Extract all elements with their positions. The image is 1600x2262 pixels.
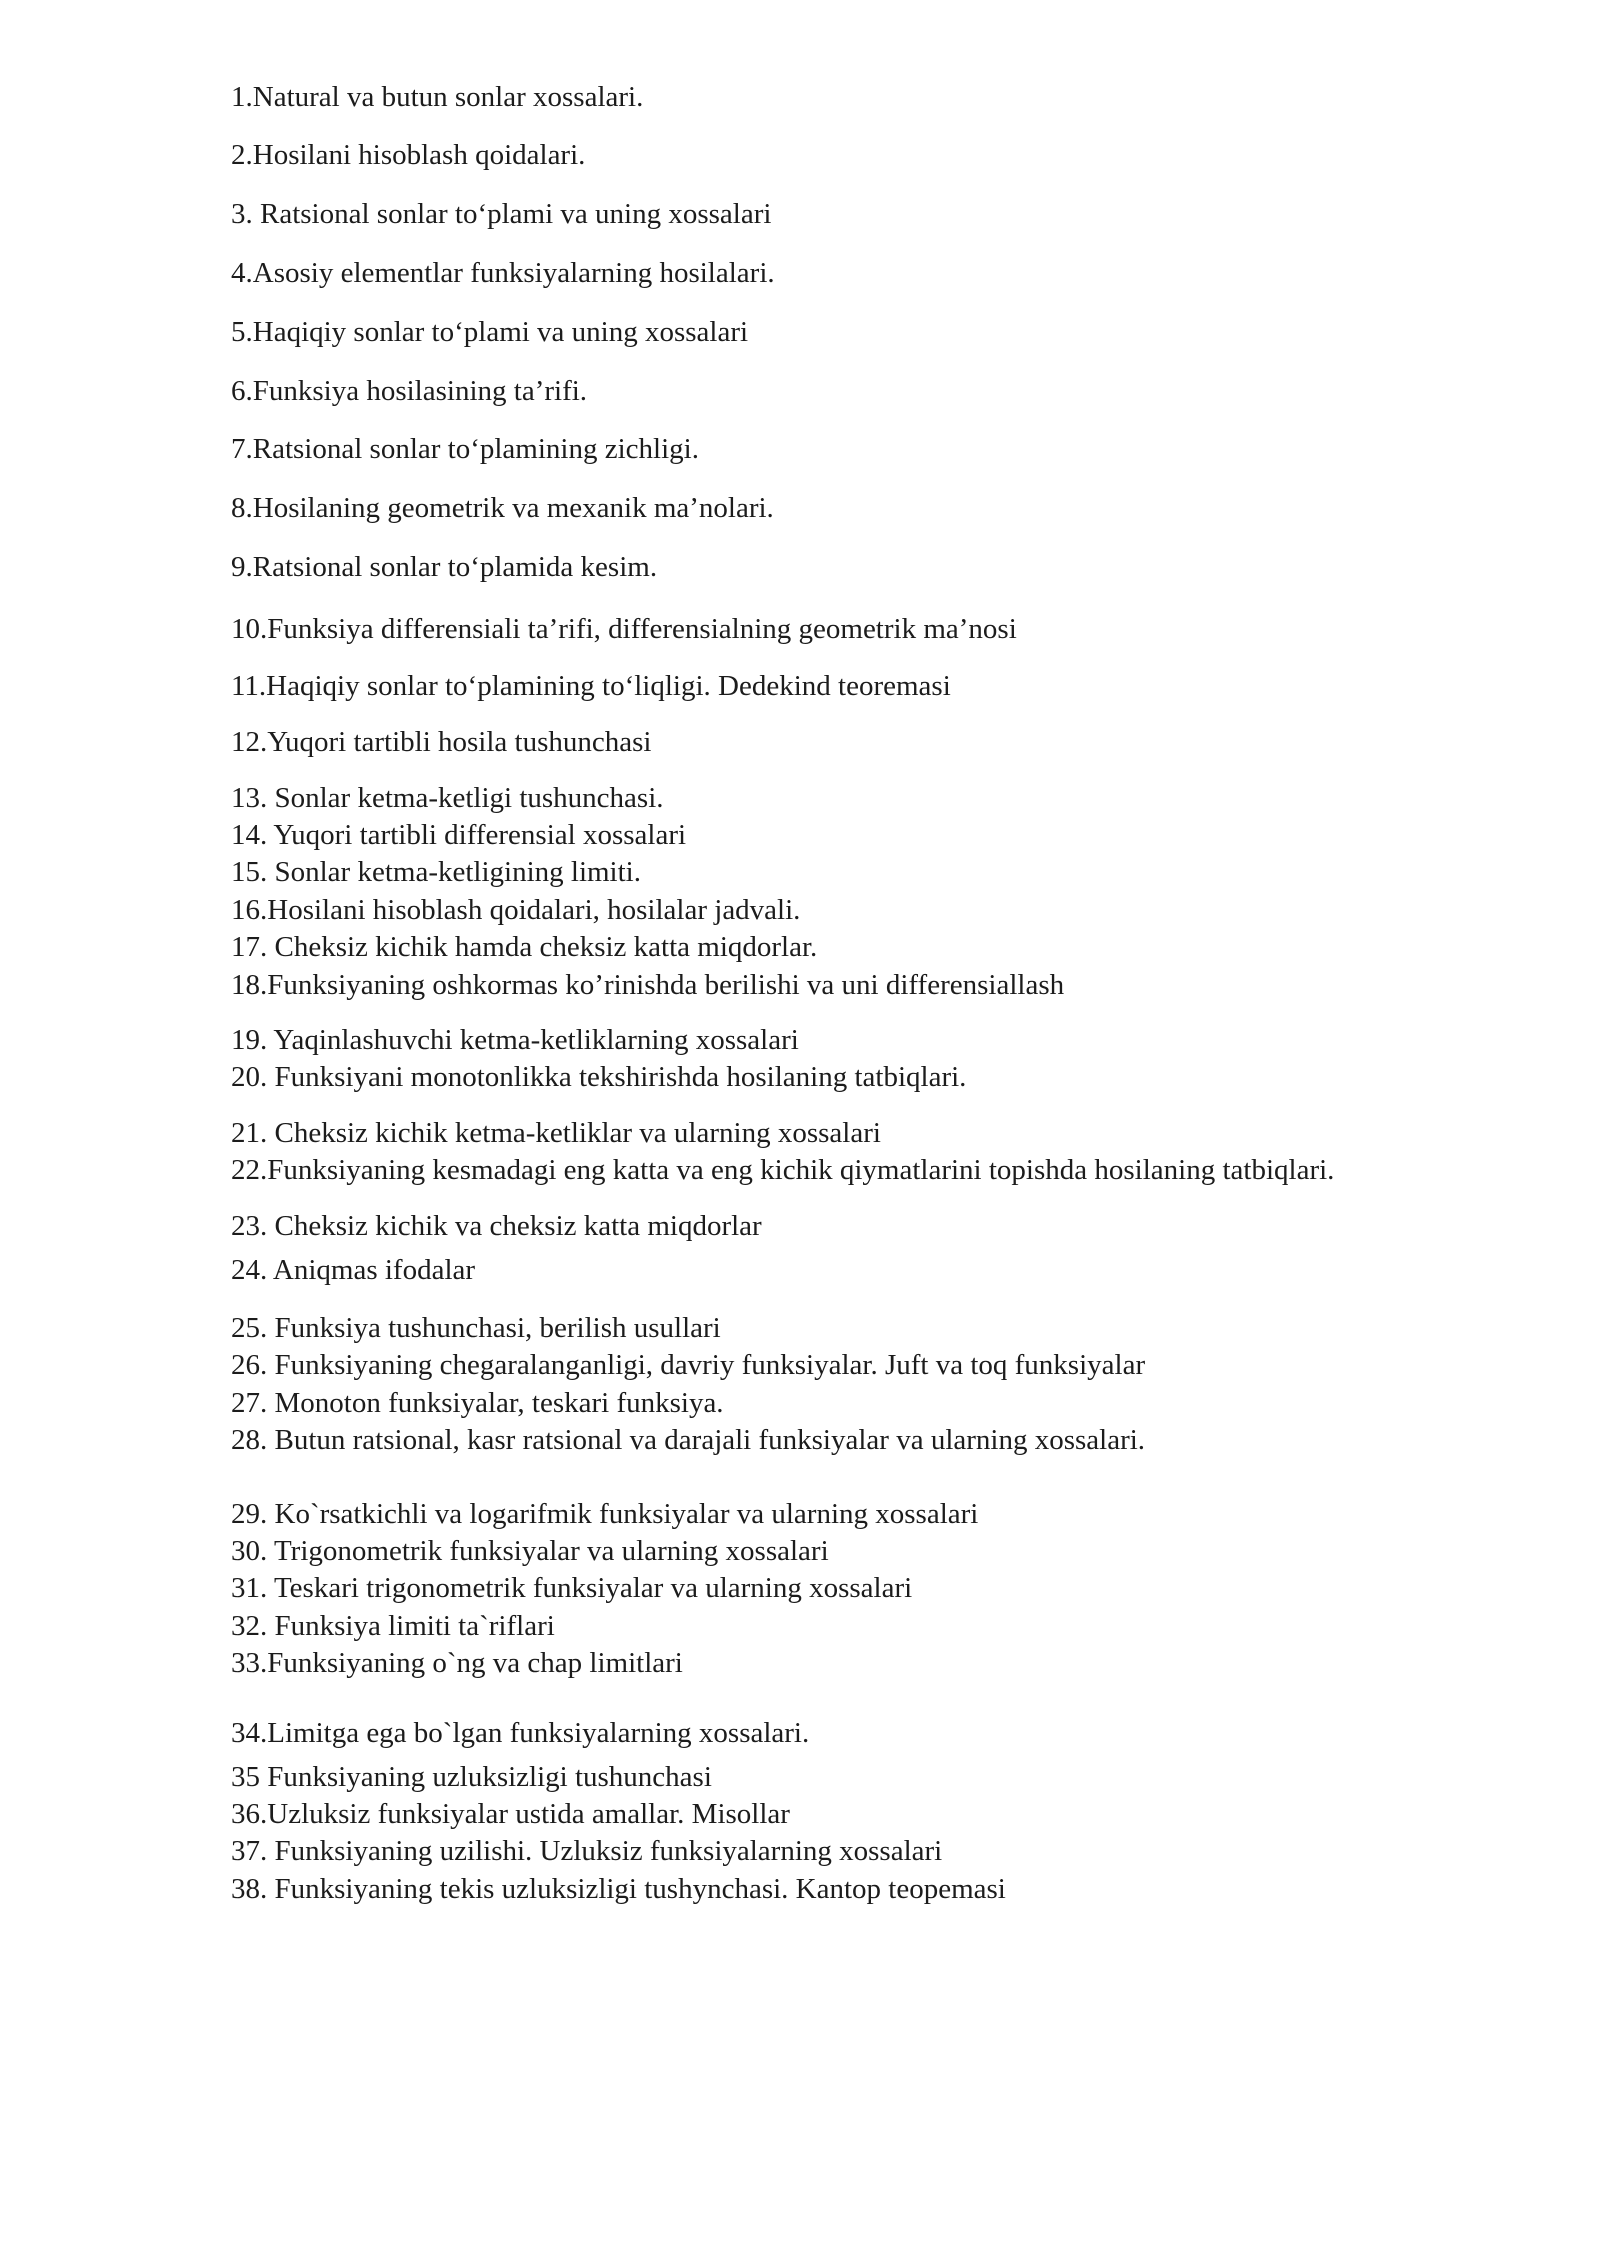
list-item: 8.Hosilaning geometrik va mexanik ma’nolari. bbox=[231, 492, 774, 524]
list-item: 9.Ratsional sonlar to‘plamida kesim. bbox=[231, 551, 658, 583]
list-item: 16.Hosilani hisoblash qoidalari, hosilalar jadvali. bbox=[231, 894, 801, 926]
list-item: 7.Ratsional sonlar to‘plamining zichligi. bbox=[231, 433, 699, 465]
list-item: 28. Butun ratsional, kasr ratsional va darajali funksiyalar va ularning xossalari. bbox=[231, 1424, 1146, 1456]
list-item: 2.Hosilani hisoblash qoidalari. bbox=[231, 139, 586, 171]
list-item: 24. Aniqmas ifodalar bbox=[231, 1254, 476, 1286]
list-item: 34.Limitga ega bo`lgan funksiyalarning xossalari. bbox=[231, 1717, 810, 1749]
list-item: 35 Funksiyaning uzluksizligi tushunchasi bbox=[231, 1761, 712, 1793]
list-item: 26. Funksiyaning chegaralanganligi, davriy funksiyalar. Juft va toq funksiyalar bbox=[231, 1349, 1146, 1381]
list-item: 29. Ko`rsatkichli va logarifmik funksiyalar va ularning xossalari bbox=[231, 1498, 979, 1530]
list-item: 22.Funksiyaning kesmadagi eng katta va eng kichik qiymatlarini topishda hosilaning tatbiqlari. bbox=[231, 1154, 1335, 1186]
list-item: 31. Teskari trigonometrik funksiyalar va ularning xossalari bbox=[231, 1572, 913, 1604]
list-item: 36.Uzluksiz funksiyalar ustida amallar. Misollar bbox=[231, 1798, 790, 1830]
list-item: 20. Funksiyani monotonlikka tekshirishda hosilaning tatbiqlari. bbox=[231, 1061, 967, 1093]
list-item: 13. Sonlar ketma-ketligi tushunchasi. bbox=[231, 782, 664, 814]
list-item: 4.Asosiy elementlar funksiyalarning hosilalari. bbox=[231, 257, 775, 289]
list-item: 12.Yuqori tartibli hosila tushunchasi bbox=[231, 726, 652, 758]
list-item: 33.Funksiyaning o`ng va chap limitlari bbox=[231, 1647, 683, 1679]
list-item: 38. Funksiyaning tekis uzluksizligi tushynchasi. Kantop teopemasi bbox=[231, 1873, 1006, 1905]
list-item: 5.Haqiqiy sonlar to‘plami va uning xossalari bbox=[231, 316, 749, 348]
list-item: 23. Cheksiz kichik va cheksiz katta miqdorlar bbox=[231, 1210, 762, 1242]
list-item: 19. Yaqinlashuvchi ketma-ketliklarning xossalari bbox=[231, 1024, 799, 1056]
list-item: 27. Monoton funksiyalar, teskari funksiya. bbox=[231, 1387, 724, 1419]
list-item: 11.Haqiqiy sonlar to‘plamining to‘liqligi. Dedekind teoremasi bbox=[231, 670, 951, 702]
list-item: 15. Sonlar ketma-ketligining limiti. bbox=[231, 856, 641, 888]
list-item: 1.Natural va butun sonlar xossalari. bbox=[231, 81, 644, 113]
list-item: 17. Cheksiz kichik hamda cheksiz katta miqdorlar. bbox=[231, 931, 818, 963]
list-item: 14. Yuqori tartibli differensial xossalari bbox=[231, 819, 687, 851]
list-item: 32. Funksiya limiti ta`riflari bbox=[231, 1610, 555, 1642]
list-item: 3. Ratsional sonlar to‘plami va uning xossalari bbox=[231, 198, 772, 230]
list-item: 25. Funksiya tushunchasi, berilish usullari bbox=[231, 1312, 721, 1344]
list-item: 21. Cheksiz kichik ketma-ketliklar va ularning xossalari bbox=[231, 1117, 881, 1149]
list-item: 6.Funksiya hosilasining ta’rifi. bbox=[231, 375, 588, 407]
list-item: 18.Funksiyaning oshkormas ko’rinishda berilishi va uni differensiallash bbox=[231, 969, 1065, 1001]
list-item: 30. Trigonometrik funksiyalar va ularning xossalari bbox=[231, 1535, 829, 1567]
list-item: 37. Funksiyaning uzilishi. Uzluksiz funksiyalarning xossalari bbox=[231, 1835, 943, 1867]
list-item: 10.Funksiya differensiali ta’rifi, differensialning geometrik ma’nosi bbox=[231, 613, 1017, 645]
